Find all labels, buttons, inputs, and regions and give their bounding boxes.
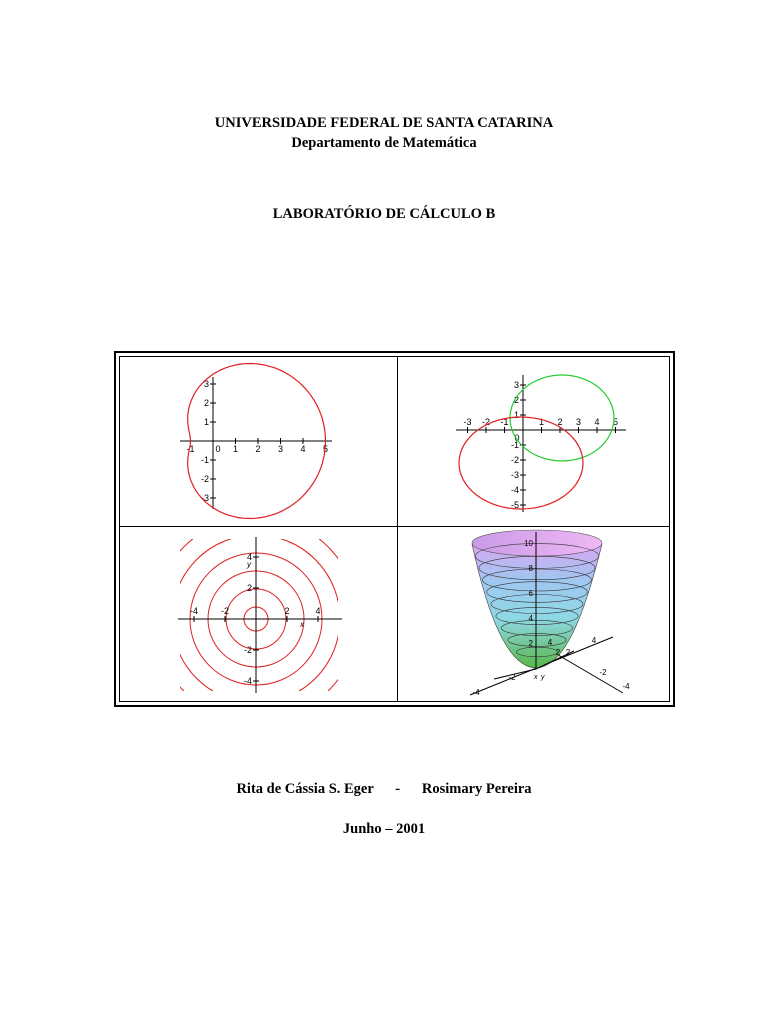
- tick-label: -2: [599, 668, 607, 677]
- tick-label: 4: [300, 444, 306, 454]
- tick-label: -3: [510, 470, 519, 480]
- tick-label: -2: [481, 417, 491, 427]
- panel-paraboloid: [398, 527, 669, 705]
- tick-label: -3: [463, 417, 472, 427]
- tick-label: 2: [284, 606, 290, 616]
- paraboloid-rim: [472, 530, 602, 556]
- tick-label: 4: [594, 417, 600, 427]
- tick-label: 4: [246, 552, 252, 562]
- publication-date: Junho – 2001: [342, 821, 426, 837]
- y-axis-label: y: [541, 674, 545, 681]
- tick-label: -4: [243, 676, 252, 686]
- tick-label: 4: [528, 614, 533, 623]
- tick-label: -5: [510, 500, 519, 510]
- figure-frame: [114, 351, 675, 707]
- tick-label: 5: [322, 444, 329, 454]
- tick-label: 4: [547, 638, 553, 647]
- tick-label: -3: [200, 493, 209, 503]
- tick-label: 3: [277, 444, 284, 454]
- tick-label: -4: [622, 682, 630, 691]
- tick-label: 1: [203, 417, 209, 427]
- panel-polar-curve: [120, 357, 397, 526]
- tick-label: 10: [524, 539, 533, 548]
- figure-grid: [119, 356, 670, 702]
- tick-label: -1: [200, 455, 209, 465]
- tick-label: 2: [255, 444, 261, 454]
- tick-label: 6: [528, 589, 533, 598]
- tick-label: 3: [575, 417, 582, 427]
- tick-label: -4: [510, 485, 519, 495]
- tick-label: -1: [510, 440, 519, 450]
- tick-label: 2: [555, 648, 561, 657]
- tick-label: 4: [315, 606, 321, 616]
- two-circles-plot: [398, 357, 669, 526]
- authors-line: [0, 781, 768, 798]
- paraboloid-plot: [398, 527, 669, 705]
- tick-label: -4: [189, 606, 199, 616]
- tick-label: -2: [243, 645, 252, 655]
- tick-label: 3: [203, 379, 209, 389]
- tick-label: 0: [514, 433, 520, 443]
- tick-label: 8: [528, 564, 533, 573]
- tick-label: 2: [513, 395, 519, 405]
- tick-label: 3: [513, 380, 519, 390]
- tick-label: 1: [232, 444, 239, 454]
- circle-red: [459, 417, 583, 509]
- axes: [456, 375, 626, 512]
- author-separator: -: [395, 781, 401, 797]
- tick-label: -2: [510, 455, 519, 465]
- x-axis-label: x: [300, 620, 304, 629]
- document-title: LABORATÓRIO DE CÁLCULO B: [272, 206, 496, 222]
- author-2: Rosimary Pereira: [421, 781, 532, 797]
- contour-plot: [120, 527, 397, 705]
- polar-curve-plot: [120, 357, 397, 526]
- author-1: Rita de Cássia S. Eger: [236, 781, 374, 797]
- tick-label: 2: [528, 639, 533, 648]
- tick-label: -1: [500, 417, 509, 427]
- tick-label: 0: [215, 444, 221, 454]
- tick-label: -2: [220, 606, 230, 616]
- tick-label: 2: [565, 648, 571, 657]
- tick-label: -4: [472, 688, 480, 697]
- tick-label: 2: [557, 417, 563, 427]
- tick-label: 2: [203, 398, 209, 408]
- tick-label: 2: [246, 583, 252, 593]
- tick-label: 1: [513, 410, 519, 420]
- tick-label: -1: [186, 444, 195, 454]
- y-axis-label: y: [247, 560, 251, 569]
- tick-label: -2: [200, 474, 209, 484]
- x-axis-label: x: [534, 674, 538, 681]
- panel-contour-circles: [120, 527, 397, 705]
- university-name: UNIVERSIDADE FEDERAL DE SANTA CATARINA: [214, 115, 554, 131]
- tick-label: -2: [508, 673, 516, 682]
- department-name: Departamento de Matemática: [291, 135, 477, 151]
- tick-label: 4: [591, 636, 597, 645]
- panel-two-circles: [398, 357, 669, 526]
- tick-label: 1: [538, 417, 545, 427]
- tick-label: 5: [612, 417, 619, 427]
